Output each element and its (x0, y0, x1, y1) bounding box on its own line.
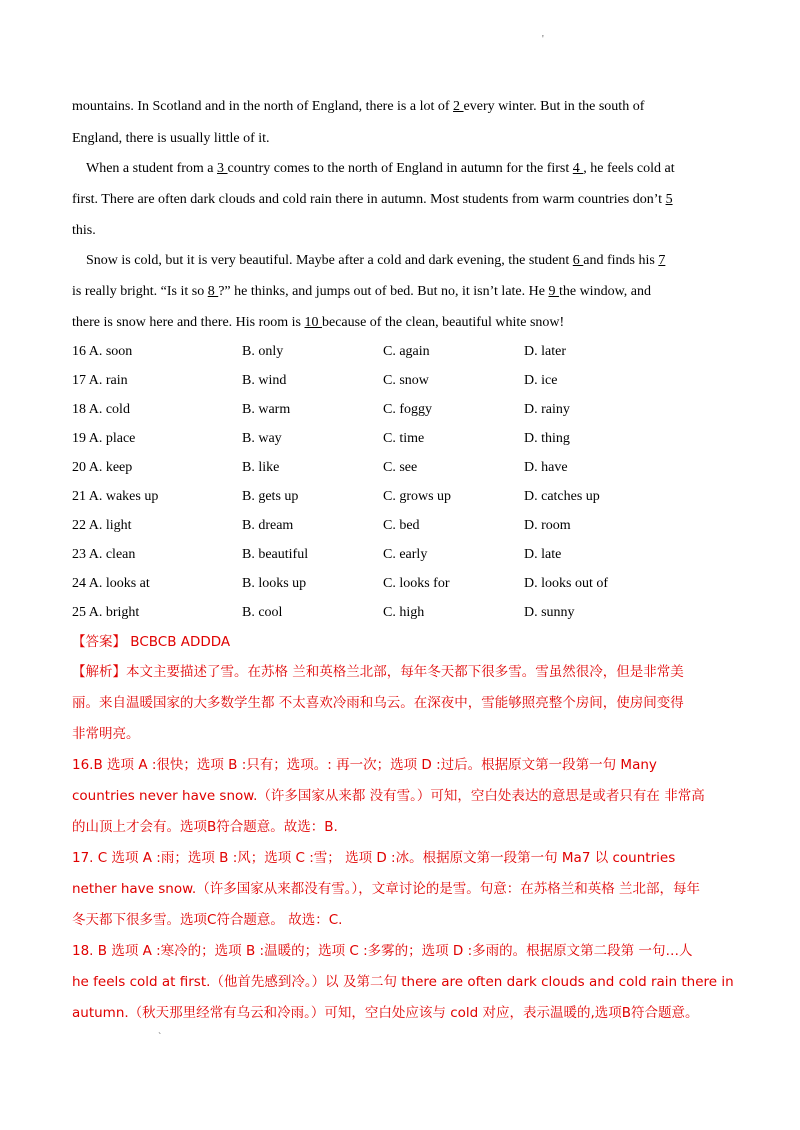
passage-line: is really bright. “Is it so 8 ?” he thinks, and jumps out of bed. But no, it isn’t late. He 9 the window, and (72, 284, 651, 299)
option-a: 21 A. wakes up (72, 489, 159, 504)
option-a: 19 A. place (72, 431, 136, 446)
option-a: 24 A. looks at (72, 576, 150, 591)
option-c: C. looks for (383, 576, 450, 591)
passage-line: Snow is cold, but it is very beautiful. Maybe after a cold and dark evening, the student 6 and finds his 7 (86, 253, 666, 268)
option-c: C. see (383, 460, 418, 475)
option-c: C. early (383, 547, 428, 562)
option-a: 25 A. bright (72, 605, 140, 620)
passage-line: When a student from a 3 country comes to the north of England in autumn for the first 4 , he feels cold at (86, 161, 675, 176)
question-row (72, 372, 732, 390)
option-b: B. like (242, 460, 280, 475)
blank-5: 5 (665, 192, 673, 207)
analysis-q18: he feels cold at first.（他首先感到冷。）以 及第二句 there are often dark clouds and cold rain there in (72, 974, 734, 990)
question-row (72, 546, 732, 564)
blank-4: 4 (572, 161, 584, 176)
option-a: 23 A. clean (72, 547, 136, 562)
page-mark: ` (158, 1032, 162, 1043)
blank-2: 2 (453, 99, 464, 114)
option-b: B. warm (242, 402, 291, 417)
option-b: B. cool (242, 605, 283, 620)
option-a: 20 A. keep (72, 460, 133, 475)
question-row (72, 401, 732, 419)
analysis-q18: autumn.（秋天那里经常有乌云和冷雨。）可知，空白处应该与 cold 对应，表示温暖的,选项B符合题意。 (72, 1005, 699, 1021)
option-b: B. dream (242, 518, 294, 533)
option-d: D. ice (524, 373, 558, 388)
option-d: D. sunny (524, 605, 575, 620)
analysis-q18: 18. B 选项 A :寒冷的；选项 B :温暖的；选项 C :多雾的；选项 D :多雨的。根据原文第二段第 一句…人 (72, 943, 693, 959)
blank-9: 9 (548, 284, 559, 299)
analysis-q16: 16.B 选项 A :很快；选项 B :只有；选项。: 再一次；选项 D :过后。根据原文第一段第一句 Many (72, 757, 657, 773)
question-row (72, 488, 732, 506)
option-b: B. gets up (242, 489, 299, 504)
option-b: B. wind (242, 373, 287, 388)
analysis-q17: nether have snow.（许多国家从来都没有雪。），文章讨论的是雪。句意：在苏格兰和英格 兰北部，每年 (72, 881, 701, 897)
option-d: D. rainy (524, 402, 570, 417)
question-row (72, 517, 732, 535)
option-c: C. high (383, 605, 425, 620)
option-c: C. again (383, 344, 430, 359)
option-d: D. catches up (524, 489, 600, 504)
analysis-summary: 非常明亮。 (72, 726, 140, 742)
option-b: B. way (242, 431, 282, 446)
option-d: D. late (524, 547, 562, 562)
passage-line: there is snow here and there. His room is 10 because of the clean, beautiful white snow! (72, 315, 565, 330)
blank-3: 3 (217, 161, 228, 176)
option-c: C. bed (383, 518, 420, 533)
question-row (72, 575, 732, 593)
option-d: D. room (524, 518, 571, 533)
option-b: B. only (242, 344, 284, 359)
option-b: B. looks up (242, 576, 307, 591)
option-d: D. thing (524, 431, 570, 446)
blank-7: 7 (658, 253, 666, 268)
passage-line: this. (72, 223, 96, 238)
blank-6: 6 (572, 253, 584, 268)
option-a: 17 A. rain (72, 373, 128, 388)
option-a: 18 A. cold (72, 402, 130, 417)
passage-line: mountains. In Scotland and in the north of England, there is a lot of 2 every winter. But in the south of (72, 99, 645, 114)
option-d: D. later (524, 344, 566, 359)
question-row (72, 459, 732, 477)
question-row (72, 604, 732, 622)
passage-line: England, there is usually little of it. (72, 131, 270, 146)
option-b: B. beautiful (242, 547, 309, 562)
question-row (72, 343, 732, 361)
option-c: C. time (383, 431, 425, 446)
analysis-summary: 丽。来自温暖国家的大多数学生都 不太喜欢冷雨和乌云。在深夜中，雪能够照亮整个房间，使房间变得 (72, 695, 684, 711)
option-d: D. looks out of (524, 576, 608, 591)
option-d: D. have (524, 460, 568, 475)
answer-key: 【答案】 BCBCB ADDDA (72, 634, 231, 650)
option-c: C. snow (383, 373, 429, 388)
blank-10: 10 (304, 315, 322, 330)
option-c: C. foggy (383, 402, 432, 417)
analysis-q16: 的山顶上才会有。选项B符合题意。故选：B. (72, 819, 338, 835)
option-a: 22 A. light (72, 518, 132, 533)
passage-line: first. There are often dark clouds and cold rain there in autumn. Most students from warm countries don’t 5 (72, 192, 673, 207)
question-row (72, 430, 732, 448)
page-mark: ' (542, 34, 544, 45)
analysis-q17: 17. C 选项 A :雨；选项 B :风；选项 C :雪； 选项 D :冰。根据原文第一段第一句 Ma7 以 countries (72, 850, 676, 866)
option-a: 16 A. soon (72, 344, 133, 359)
blank-8: 8 (207, 284, 219, 299)
option-c: C. grows up (383, 489, 452, 504)
analysis-q17: 冬天都下很多雪。选项C符合题意。 故选：C. (72, 912, 343, 928)
analysis-q16: countries never have snow.（许多国家从来都 没有雪。）可知，空白处表达的意思是或者只有在 非常高 (72, 788, 705, 804)
analysis-summary: 【解析】本文主要描述了雪。在苏格 兰和英格兰北部，每年冬天都下很多雪。雪虽然很冷，但是非常美 (72, 664, 684, 680)
